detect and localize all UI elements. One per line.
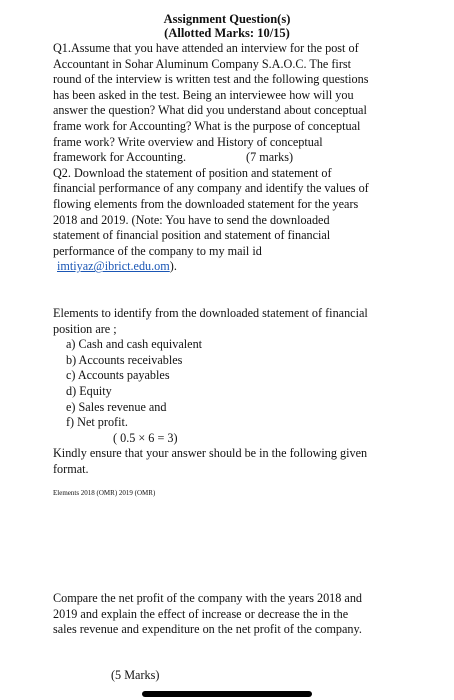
q1-line: frame work? Write overview and History of conceptual [53,134,323,149]
q2-line: Q2. Download the statement of position and statement of [53,165,332,180]
q1-last-line [53,150,405,166]
q1-line: has been asked in the test. Being an interviewee how will you [53,87,354,102]
q1-line: Accountant in Sohar Aluminum Company S.A.O.C. The first [53,56,352,71]
q1-marks: (7 marks) [246,150,294,165]
element-item: c) Accounts payables [66,368,170,383]
q3-line: Compare the net profit of the company with the years 2018 and [53,591,363,605]
element-item: d) Equity [66,383,112,398]
instruction-line: format. [53,461,89,476]
assignment-title: Assignment Question(s) [163,12,291,26]
q2-line: statement of financial position and statement of financial [53,228,331,243]
email-suffix: ). [169,259,177,274]
elements-section [53,306,405,478]
elements-intro-line: position are ; [53,321,117,336]
element-item: e) Sales revenue and [66,399,167,414]
q1-line: answer the question? What did you understand about conceptual [53,103,367,118]
question-3 [53,591,405,638]
q1-line: round of the interview is written test and the following questions [53,72,369,87]
elements-intro-line: Elements to identify from the downloaded statement of financial [53,306,368,320]
q2-line: financial performance of any company and identify the values of [53,181,369,196]
element-item: a) Cash and cash equivalent [66,337,203,352]
q2-email-line [53,259,405,275]
element-item: b) Accounts receivables [66,352,183,367]
q2-line: performance of the company to my mail id [53,243,262,258]
q1-line: Q1.Assume that you have attended an interview for the post of [53,41,359,55]
element-item: f) Net profit. [66,415,128,430]
q3-marks: (5 Marks) [111,668,160,682]
q3-line: sales revenue and expenditure on the net profit of the company. [53,622,362,637]
question-1 [53,41,405,275]
instruction-line: Kindly ensure that your answer should be in the following given [53,446,368,461]
q2-line: flowing elements from the downloaded statement for the years [53,196,359,211]
q1-last-text: framework for Accounting. [53,150,187,165]
q1-line: frame work for Accounting? What is the purpose of conceptual [53,118,361,133]
format-table-header: Elements 2018 (OMR) 2019 (OMR) [53,489,156,497]
home-indicator-bar[interactable] [142,691,312,697]
q2-line: 2018 and 2019. (Note: You have to send the downloaded [53,212,330,227]
email-link[interactable]: imtiyaz@ibrict.edu.om [57,259,170,274]
q3-line: 2019 and explain the effect of increase or decrease the in the [53,606,349,621]
marks-formula: ( 0.5 × 6 = 3) [113,430,178,445]
allotted-marks: (Allotted Marks: 10/15) [164,26,290,40]
